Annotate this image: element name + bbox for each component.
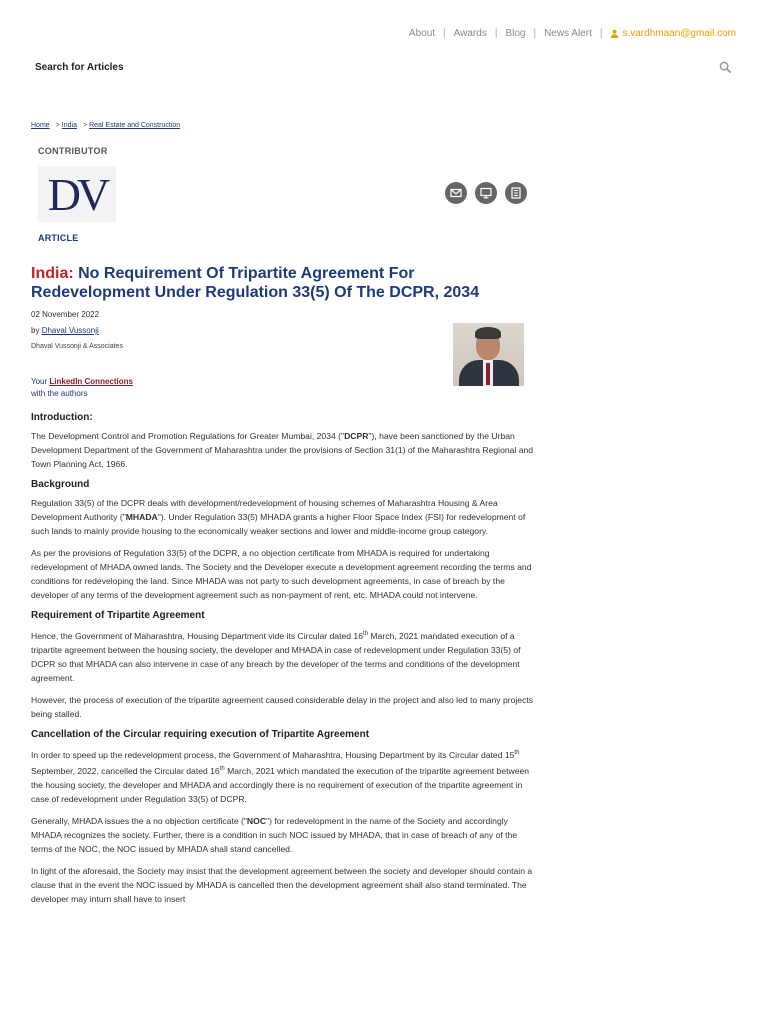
nav-news-alert-link[interactable]: News Alert (544, 28, 592, 39)
monitor-share-icon (480, 187, 492, 199)
breadcrumb-separator: > (55, 122, 60, 129)
nav-separator: | (443, 28, 446, 39)
email-share-button[interactable] (445, 182, 467, 204)
nav-separator: | (599, 28, 603, 39)
user-icon (610, 29, 619, 38)
article-title-text: No Requirement Of Tripartite Agreement For Redevelopment Under Regulation 33(5) Of The DCPR, 2034 (31, 265, 480, 301)
section-heading: Requirement of Tripartite Agreement (31, 610, 205, 621)
email-share-icon (450, 187, 462, 199)
article-date: 02 November 2022 (31, 310, 100, 319)
nav-blog-link[interactable]: Blog (505, 28, 526, 39)
user-email: s.vardhmaan@gmail.com (622, 28, 736, 39)
article-country[interactable]: India: (31, 265, 74, 282)
share-icons (445, 182, 527, 204)
section-heading: Background (31, 479, 90, 490)
print-share-button[interactable] (505, 182, 527, 204)
nav-separator: | (494, 28, 498, 39)
breadcrumb-home[interactable]: Home (31, 122, 50, 129)
paragraph: Regulation 33(5) of the DCPR deals with development/redevelopment of housing schemes of Maharashtra Housing & Area Development Authority ("MHADA"). Under Regulation 33(5) MHADA grants a higher Floor Space Index (FSI) for redevelopment of such lands to mainly provide housing to the economically weaker sections and lower and middle-income group category. (31, 498, 526, 536)
breadcrumb (31, 122, 180, 129)
search-bar[interactable] (35, 56, 732, 78)
nav-about-link[interactable]: About (408, 28, 436, 39)
article-body (31, 412, 536, 914)
article-type-label: ARTICLE (38, 233, 79, 243)
paragraph: The Development Control and Promotion Regulations for Greater Mumbai, 2034 ("DCPR"), have been sanctioned by the Urban Development Department of the Government of Maharashtra under the provisions of Section 31(1) of the Maharashtra Regional and Town Planning Act, 1966. (31, 431, 534, 469)
contributor-logo-text: DV (47, 168, 107, 220)
paragraph: Generally, MHADA issues the a no objection certificate ("NOC") for redevelopment in the name of the Society and accordingly MHADA recognizes the society. Further, there is a condition in such NOC issued by MHADA, that in case of breach of any of the terms of the NOC, the NOC issued by MHADA shall stand cancelled. (31, 815, 518, 854)
user-account-link[interactable] (610, 28, 736, 39)
byline-prefix: by (31, 326, 40, 335)
linkedin-suffix: with the authors (31, 389, 88, 398)
nav-awards-link[interactable]: Awards (453, 28, 487, 39)
section-heading: Introduction: (31, 412, 93, 423)
paragraph: Hence, the Government of Maharashtra, Housing Department vide its Circular dated 16th March, 2021 mandated execution of a tripartite agreement between the housing society, the developer and MHADA in case of redevelopment under Regulation 33(5) of DCPR so that MHADA can also intervene in case of any breach by the developer of the terms and conditions of the development agreement. (31, 630, 521, 683)
breadcrumb-india[interactable]: India (61, 122, 77, 129)
author-link[interactable]: Dhaval Vussonji (41, 326, 99, 335)
contributor-label: CONTRIBUTOR (38, 146, 108, 156)
article-title (31, 264, 531, 302)
section-heading: Cancellation of the Circular requiring execution of Tripartite Agreement (31, 728, 370, 740)
monitor-share-button[interactable] (475, 182, 497, 204)
author-photo[interactable] (453, 323, 524, 386)
contributor-logo[interactable] (38, 166, 116, 222)
linkedin-prefix: Your (31, 377, 48, 386)
print-share-icon (510, 187, 522, 199)
search-icon[interactable] (719, 61, 732, 74)
top-navigation (409, 28, 736, 39)
paragraph: As per the provisions of Regulation 33(5) of the DCPR, a no objection certificate from MHADA is required for undertaking redevelopment of MHADA owned lands. The Society and the Developer execute a development agreement recording the terms and conditions for redeveloping the land. Since MHADA was not party to such development agreements, in case of breach by the developer of any terms of the development agreement such as non-payment of rent, etc. MHADA could not intervene. (31, 548, 532, 600)
nav-separator: | (533, 28, 537, 39)
breadcrumb-category[interactable]: Real Estate and Construction (89, 122, 181, 129)
linkedin-connections (31, 376, 133, 400)
paragraph: In light of the aforesaid, the Society may insist that the development agreement between the society and developer should contain a clause that in the event the NOC issued by MHADA is cancelled then the development agreement shall also stand terminated. The developer may inturn shall have to insert (31, 865, 533, 904)
linkedin-link[interactable]: LinkedIn Connections (49, 377, 133, 386)
article-byline (31, 326, 99, 335)
paragraph: However, the process of execution of the tripartite agreement caused considerable delay in the project and also led to many projects being stalled. (31, 694, 534, 719)
search-label[interactable]: Search for Articles (35, 61, 124, 73)
author-firm: Dhaval Vussonji & Associates (31, 343, 123, 350)
breadcrumb-separator: > (82, 122, 88, 129)
paragraph: In order to speed up the redevelopment process, the Government of Maharashtra, Housing Department by its Circular dated 15th September, 2022, cancelled the Circular dated 16th March, 2021 which mandated the execution of the tripartite agreement between the housing society, the developer and MHADA and accordingly there is no requirement of execution of the tripartite agreement in case of redevelopment under Regulation 33(5) of DCPR. (31, 749, 530, 804)
